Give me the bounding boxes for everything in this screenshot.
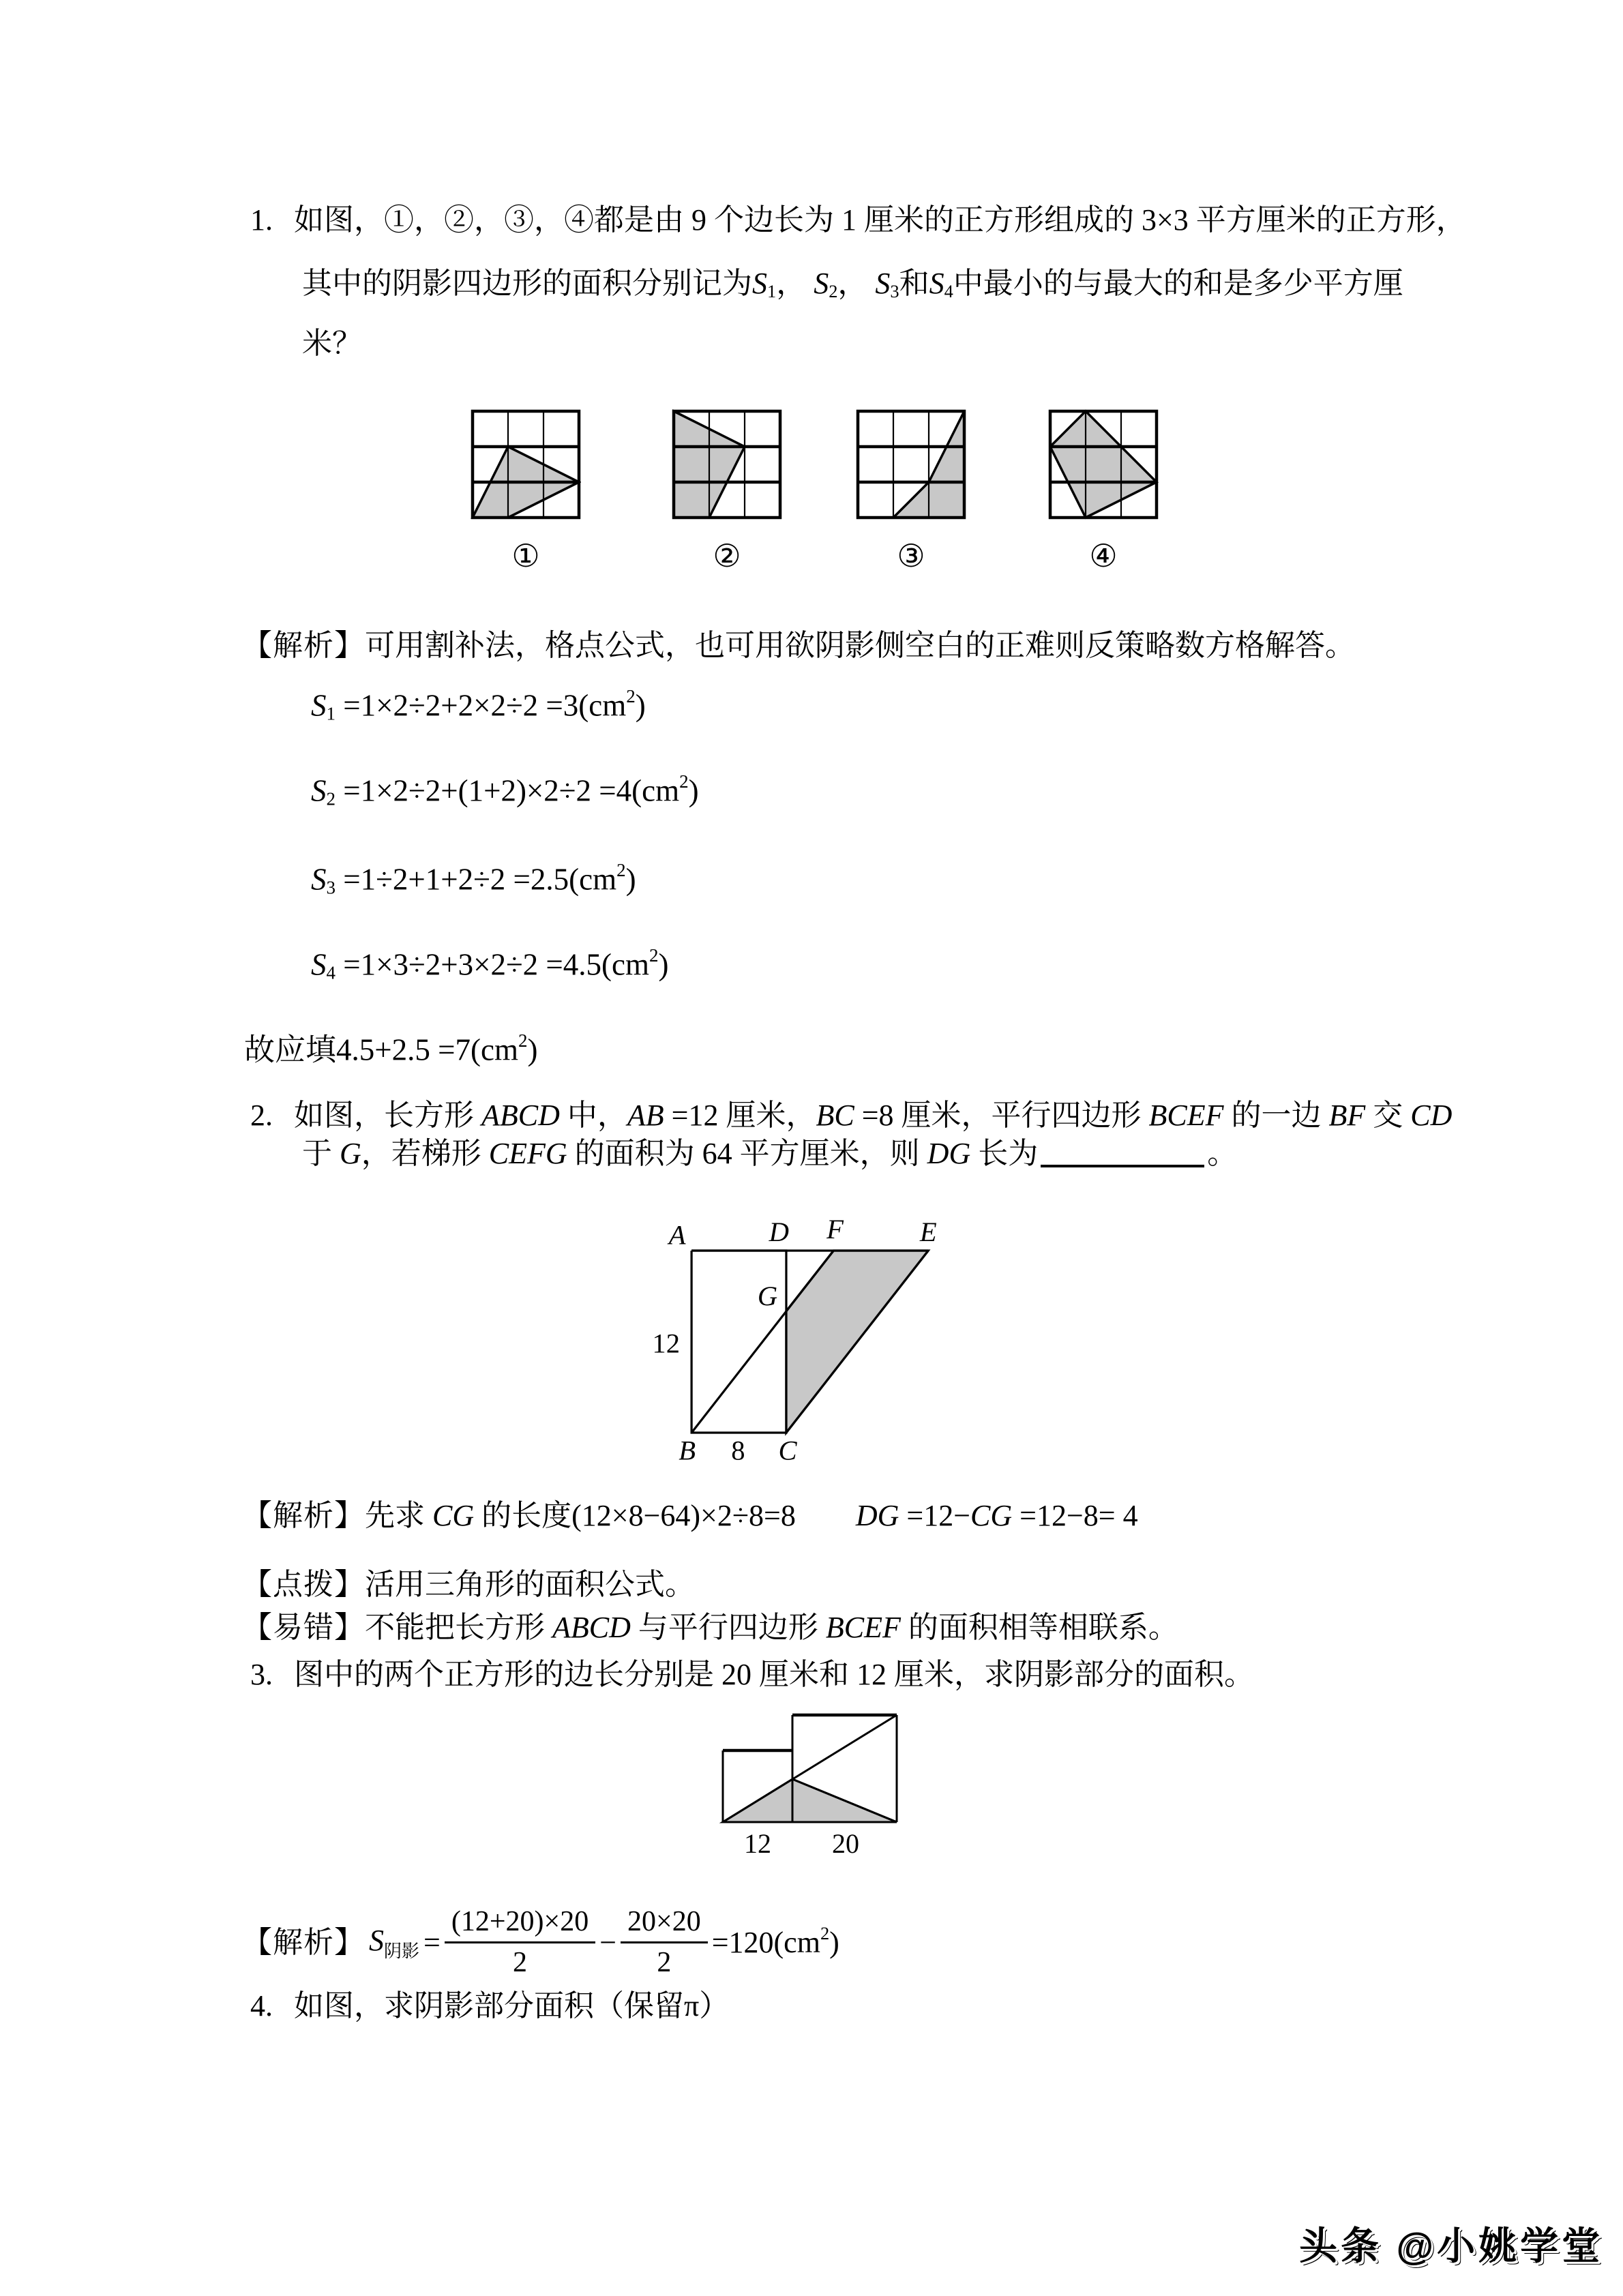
shaded-quad-4 xyxy=(1050,411,1157,518)
equals-sign: = xyxy=(423,1925,441,1959)
label-D: D xyxy=(769,1217,789,1248)
formula-s4: $S4 =1\times 3\div 2+3\times 2\div 2 =4.5(cm^2)$ xyxy=(311,945,669,983)
problem2-text1: 如图，长方形 ABCD 中，AB =12 厘米，BC =8 厘米，平行四边形 BCEF 的一边 BF 交 CD xyxy=(294,1099,1453,1132)
formula-s1: $S1 =1\times 2\div 2+2\times 2\div 2 =3(cm^2)$ xyxy=(311,686,646,724)
analysis1-text: 可用割补法，格点公式，也可用欲阴影侧空白的正难则反策略数方格解答。 xyxy=(365,629,1355,662)
problem3-text: 图中的两个正方形的边长分别是 20 厘米和 12 厘米，求阴影部分的面积。 xyxy=(294,1658,1254,1691)
grid-figure-2 xyxy=(672,409,782,520)
grid-label-1: ① xyxy=(511,539,540,573)
label-E: E xyxy=(919,1217,937,1248)
analysis1-line xyxy=(242,627,1355,664)
analysis1-label: 【解析】 xyxy=(242,629,365,662)
tip2-text: 活用三角形的面积公式。 xyxy=(365,1568,695,1601)
problem1-line1 xyxy=(250,201,1466,239)
label-side-12: 12 xyxy=(744,1828,771,1859)
tip2-line xyxy=(242,1566,695,1603)
fraction-2 xyxy=(621,1905,708,1979)
problem1-number: 1. xyxy=(250,203,273,237)
fraction2-denominator: 2 xyxy=(621,1941,708,1979)
fraction-1 xyxy=(445,1905,595,1979)
grid-label-3: ③ xyxy=(897,539,925,573)
problem1-line2: 其中的阴影四边形的面积分别记为S1， S2， S3和S4中最小的与最大的和是多少平方厘 xyxy=(302,267,1403,301)
grid-label-4: ④ xyxy=(1089,539,1118,573)
label-C: C xyxy=(778,1435,797,1462)
label-B: B xyxy=(679,1435,696,1462)
label-12: 12 xyxy=(652,1328,680,1359)
grid-figure-4 xyxy=(1048,409,1159,520)
label-G: G xyxy=(757,1281,778,1312)
problem4-number: 4. xyxy=(250,1989,273,2023)
rectangle-ABCD xyxy=(691,1251,786,1433)
analysis2-text: 先求 CG 的长度(12×8−64)×2÷8=8 DG =12−CG =12−8= 4 xyxy=(365,1499,1138,1532)
fraction1-numerator: (12+20)×20 xyxy=(451,1906,589,1938)
fraction2-numerator: 20×20 xyxy=(627,1906,701,1938)
problem4-text: 如图，求阴影部分面积（保留π） xyxy=(294,1989,730,2023)
label-F: F xyxy=(827,1213,844,1244)
caution2-label: 【易错】 xyxy=(242,1611,365,1644)
problem3-number: 3. xyxy=(250,1658,273,1691)
watermark-text: 头条 @小姚学堂 xyxy=(1299,2224,1604,2267)
formula-s3: $S3 =1\div 2+1+2\div 2 =2.5(cm^2)$ xyxy=(311,860,636,898)
label-side-20: 20 xyxy=(832,1828,859,1859)
analysis3-line xyxy=(242,1891,839,1993)
grid-figure-3 xyxy=(856,409,966,520)
fraction1-denominator: 2 xyxy=(445,1941,595,1979)
minus-sign: − xyxy=(599,1925,617,1959)
problem4-line1 xyxy=(250,1987,729,2025)
analysis2-line xyxy=(242,1497,1138,1534)
problem2-number: 2. xyxy=(250,1099,273,1132)
caution2-text: 不能把长方形 ABCD 与平行四边形 BCEF 的面积相等相联系。 xyxy=(365,1611,1178,1644)
analysis3-result: $=120(cm^2)$ xyxy=(711,1923,839,1960)
label-A: A xyxy=(668,1219,686,1251)
problem3-line1 xyxy=(250,1656,1254,1693)
problem2-line1 xyxy=(250,1097,1452,1134)
problem1-text: 如图，①，②，③，④都是由 9 个边长为 1 厘米的正方形组成的 3×3 平方厘米的正方形， xyxy=(294,203,1466,237)
figure-problem2 xyxy=(648,1210,968,1462)
problem1-line3: 米？ xyxy=(302,327,362,360)
grid-figure-1 xyxy=(471,409,581,520)
problem2-line2: 于 G，若梯形 CEFG 的面积为 64 平方厘米，则 DG 长为 。 xyxy=(302,1137,1238,1170)
analysis3-label: 【解析】 xyxy=(242,1925,365,1959)
tip2-label: 【点拨】 xyxy=(242,1568,365,1601)
conclusion-line: 故应填$4.5+2.5 =7(cm^2)$ xyxy=(244,1030,538,1067)
analysis2-label: 【解析】 xyxy=(242,1499,365,1532)
grid-label-2: ② xyxy=(713,539,741,573)
caution2-line xyxy=(242,1609,1178,1646)
s-shade-symbol: $S_{阴影}$ xyxy=(369,1923,420,1961)
label-8: 8 xyxy=(731,1435,745,1462)
formula-s2: $S2 =1\times 2\div 2+(1+2)\times 2\div 2 =4(cm^2)$ xyxy=(311,771,699,809)
figure-problem3 xyxy=(716,1713,921,1860)
